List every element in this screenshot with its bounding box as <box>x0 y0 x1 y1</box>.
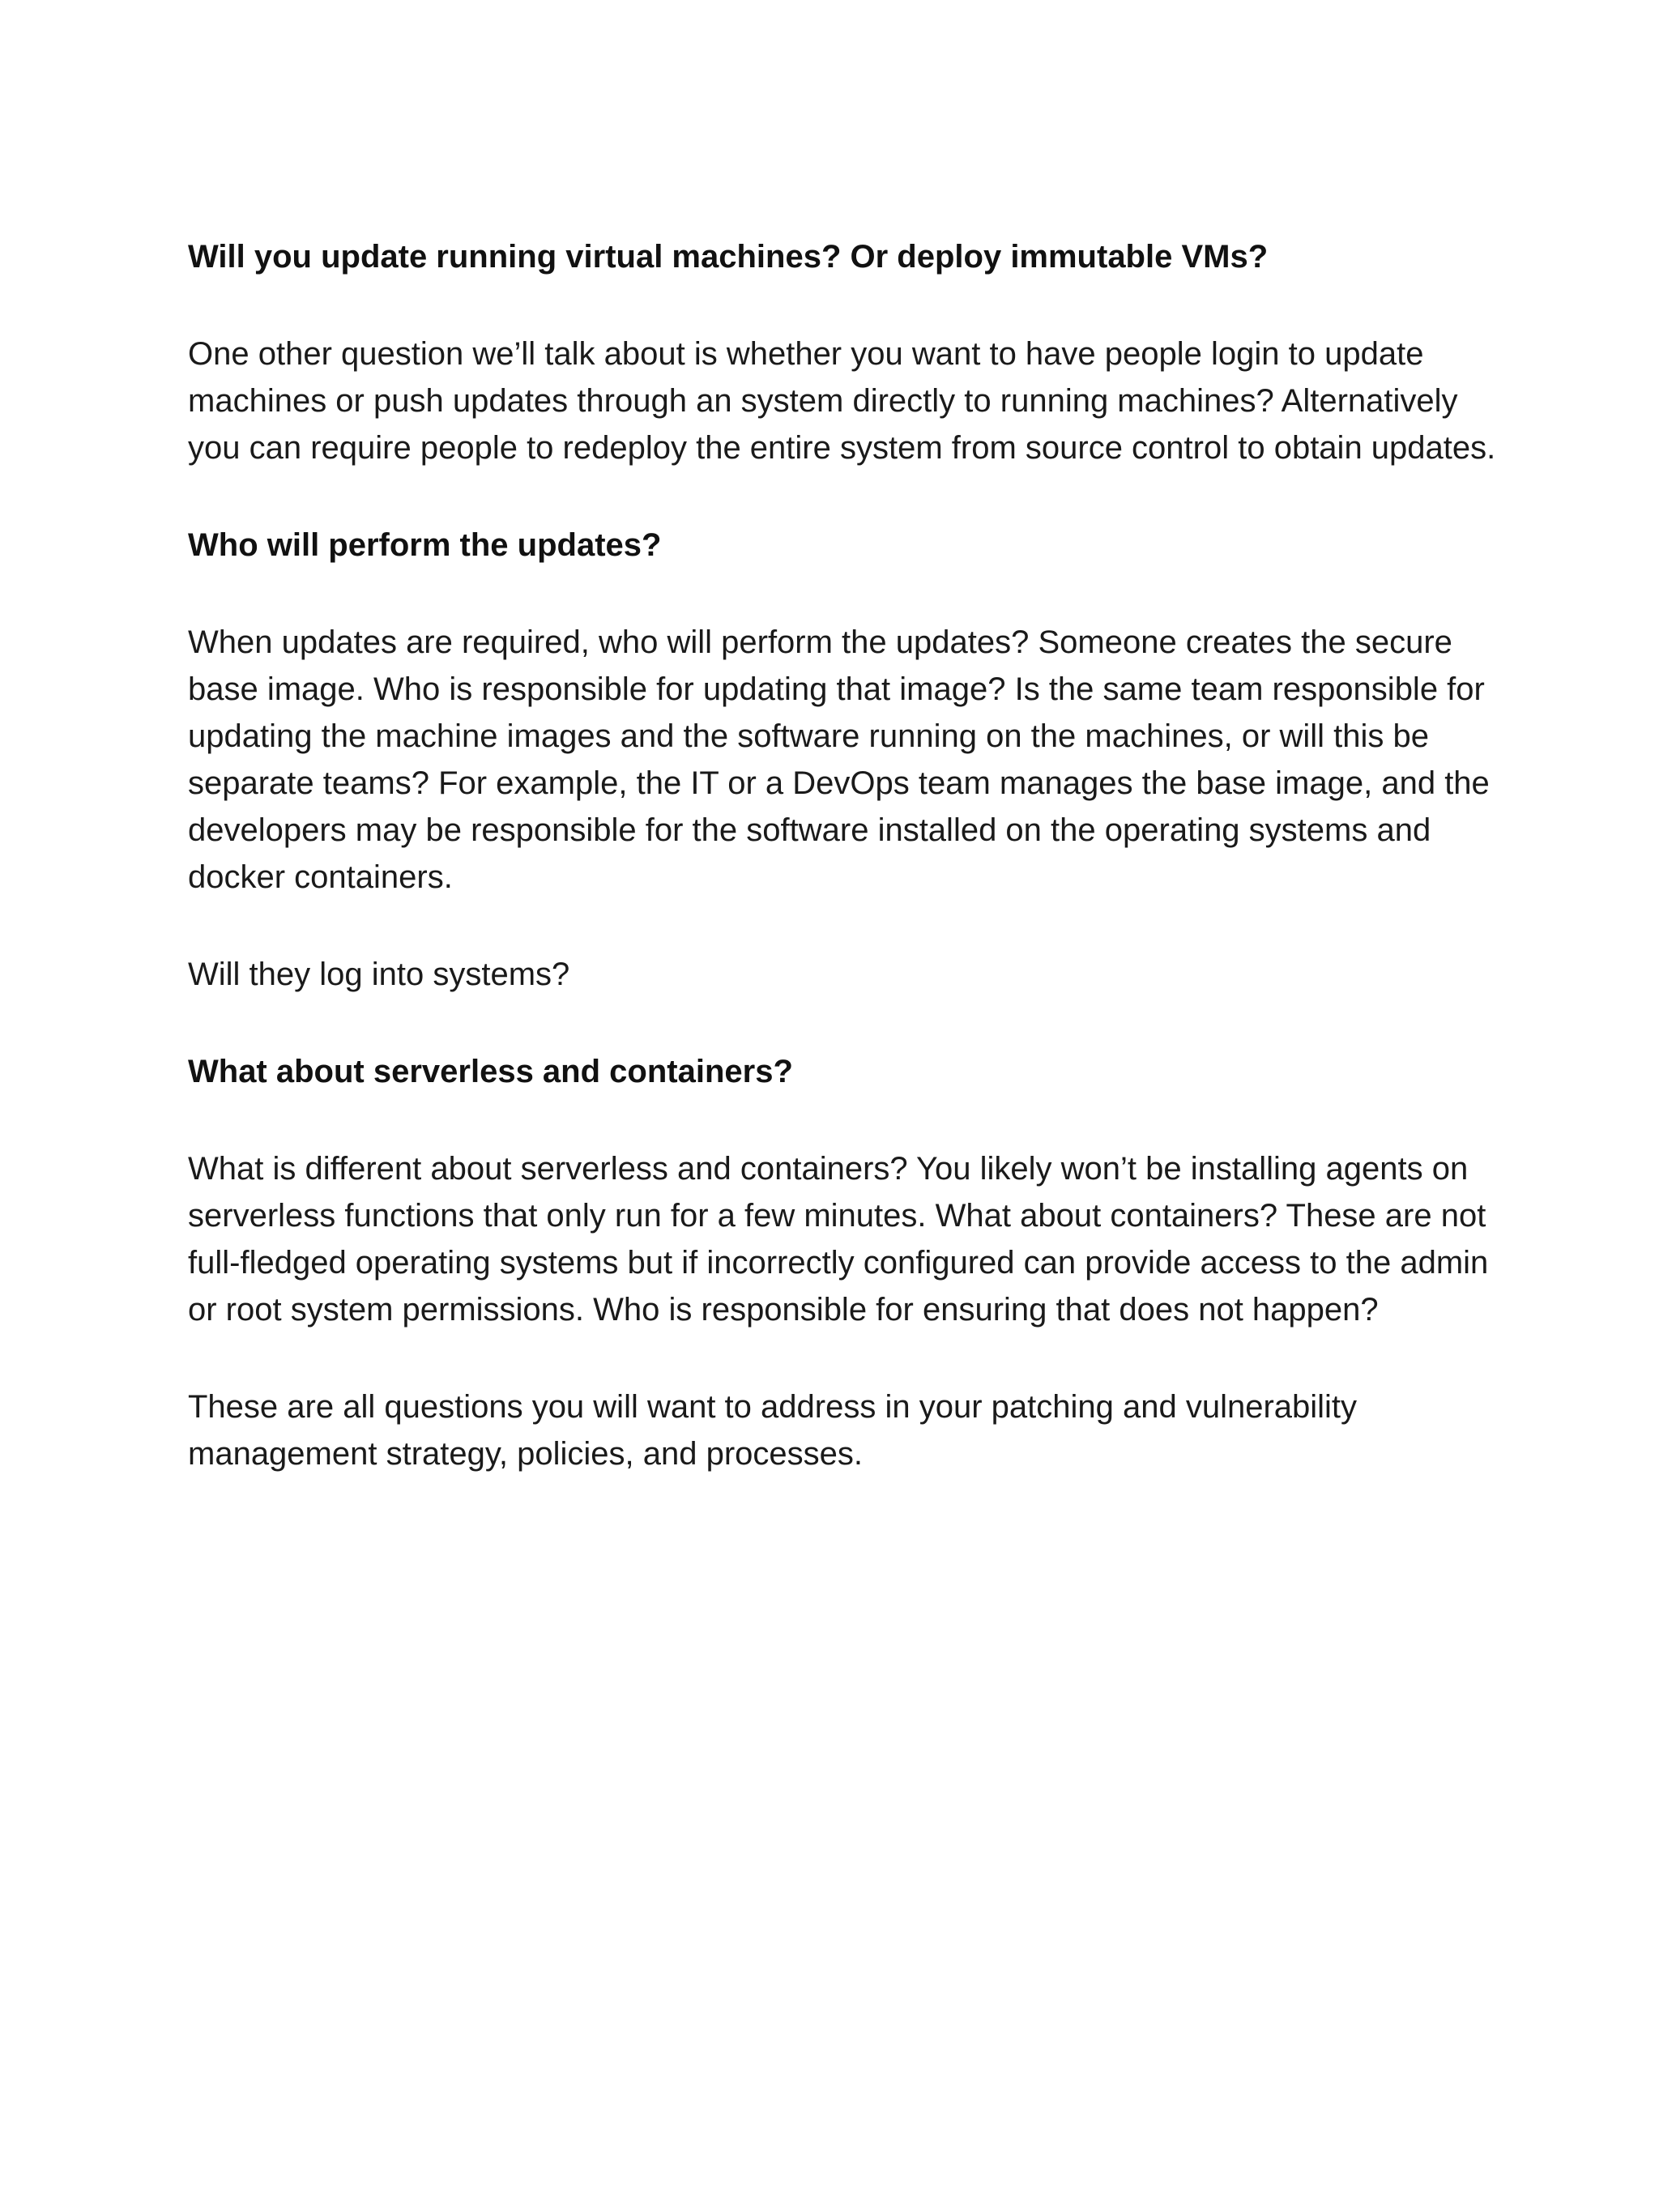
document-body <box>188 233 1500 1528</box>
section-heading-who-updates: Who will perform the updates? <box>188 527 662 563</box>
paragraph-log-into-systems: Will they log into systems? <box>188 957 570 992</box>
paragraph-update-approach: One other question we’ll talk about is whether you want to have people login to update machines or push updates through an system directly to running machines? Alternatively you can require people to redeploy the entire system from source control to obtain updates. <box>188 336 1496 466</box>
paragraph-serverless-containers: What is different about serverless and containers? You likely won’t be installing agents on serverless functions that only run for a few minutes. What about containers? These are not full-fledged operating systems but if incorrectly configured can provide access to the admin or root system permissions. Who is responsible for ensuring that does not happen? <box>188 1151 1489 1328</box>
paragraph-update-responsibility: When updates are required, who will perform the updates? Someone creates the secure base image. Who is responsible for updating that image? Is the same team responsible for updating the machine images and the software running on the machines, or will this be separate teams? For example, the IT or a DevOps team manages the base image, and the developers may be responsible for the software installed on the operating systems and docker containers. <box>188 624 1490 895</box>
paragraph-summary: These are all questions you will want to address in your patching and vulnerability management strategy, policies, and processes. <box>188 1389 1358 1472</box>
section-heading-serverless-containers: What about serverless and containers? <box>188 1054 793 1089</box>
section-heading-immutable-vms: Will you update running virtual machines? Or deploy immutable VMs? <box>188 239 1269 275</box>
